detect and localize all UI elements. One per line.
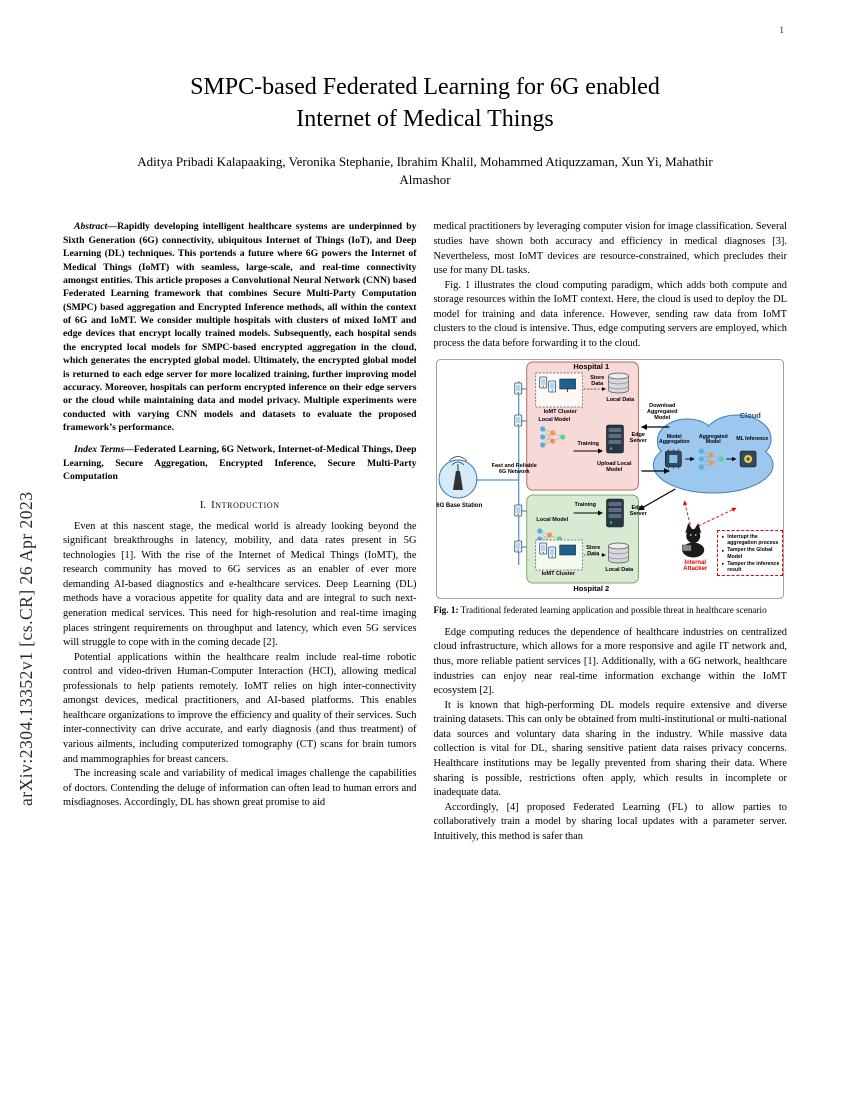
abstract [63,220,417,434]
edge-server2-icon [607,499,624,527]
local-data1-label: Local Data [606,396,635,403]
abstract-text: —Rapidly developing intelligent healthcare systems are underpinned by Sixth Generation (6G) connectivity, ubiquitous Internet of Things (IoT), and Deep Learning (DL) techniques. This portends a future where 6G powers the Internet of Medical Things (IoMT) with seamless, large-scale, and real-time connectivity amongst entities. This article proposes a Convolutional Neural Network (CNN) based Federated Learning framework that combines Secure Multi-Party Computation (SMPC) based aggregation and Encrypted Inference methods, all within the context of 6G and IoMT. We consider multiple hospitals with clusters of mixed IoMT and edge devices that encrypt locally trained models. Subsequently, each hospital sends the encrypted local models for SMPC-based encrypted aggregation in the cloud, which generates the encrypted global model. Ultimately, the encrypted global model is returned to each edge server for more localized training, further improving model accuracy. Moreover, hospitals can perform encrypted inference on their edge servers or the cloud while maintaining data and model privacy. Multiple experiments were conducted with varying CNN models and datasets to evaluate the proposed framework’s performance. [63,221,417,434]
author-list [0,153,850,188]
title-line-2: Internet of Medical Things [296,105,554,132]
device-icon [515,415,522,426]
aggregated-model-label: Aggregated Model [698,433,728,446]
title-line-1: SMPC-based Federated Learning for 6G enabled [190,74,660,100]
paragraph: Fig. 1 illustrates the cloud computing paradigm, which adds both compute and storage resources within the IoMT context. Here, the cloud is used to deploy the DL model for training and data inference. However, sending raw data from IoMT clusters to the cloud is intensive. Thus, edge computing servers are employed, which process the data before forwarding it to the cloud. [433,279,787,349]
paper-title [0,0,850,135]
ml-inference-label: ML Inference [736,435,769,442]
hospital1-label: Hospital 1 [573,361,610,371]
model-aggregation-label: Model Aggregation [658,433,690,446]
section-heading-introduction [63,499,417,511]
paragraph: Potential applications within the healthcare realm include real-time robotic control and video-driven Human-Computer Interaction (HCI), allowing medical professionals to help patients remotely. IoMT relies on high inter-connectivity amongst devices, medical practitioners, and AI-based platforms. This enables healthcare organizations to improve the efficiency and quality of their services. Such inter-connectivity can drive accurate, and early diagnosis (and thus treatment) of various ailments, including computerized tomography (CT) scans for brain tumors and mammographies for breast cancers. [63,651,417,765]
edge-server1-icon [607,425,624,453]
right-column [434,220,788,844]
threat-item: ► Tamper the Global Model [721,547,780,561]
index-terms-label: Index Terms [74,444,125,456]
edge-server2-label: Edge Server [629,504,647,517]
abstract-label: Abstract [74,221,108,233]
model-aggregation-icon [666,449,682,469]
ml-inference-icon [740,451,756,467]
paragraph: medical practitioners by leveraging computer vision for image classification. Several studies have shown both accuracy and efficiency in medical diagnoses [3]. Nevertheless, most IoMT devices are resource-constrained, which precludes their use for many DL tasks. [433,221,787,277]
paragraph: Edge computing reduces the dependence of healthcare industries on centralized cloud infrastructure, which allows for a more responsive and agile IT network and, thus, more reliable patient services [1]. Additionally, with a 6G network, healthcare industries can enjoy near real-time information exchange within the IoMT ecosystem [2]. [433,626,787,697]
edge-server1-label: Edge Server [629,431,647,444]
iomt-cluster2-label: IoMT Cluster [541,570,575,577]
internal-attacker-label: Internal Attacker [683,559,708,573]
upload-label: Upload Local Model [596,460,632,473]
index-terms [63,443,417,483]
download-label: Download Aggregated Model [646,402,678,422]
iomt-device-icon [549,547,556,558]
store-data2-label: Store Data [586,544,601,557]
local-model1-label: Local Model [538,416,571,423]
local-data2-icon [609,543,629,563]
iomt-device-icon [549,381,556,392]
iomt-device-icon [540,543,547,554]
paragraph: It is known that high-performing DL models require extensive and diverse training datasets. This can only be obtained from multi-institutional or multi-national data sources and voluntary data sharing in the industry. While massive data collection is vital for DL, sharing sensitive patient data raises privacy concerns. Healthcare institutions may be legally prevented from sharing their data. Where sharing is possible, restrictions often apply, which results in incomplete or inadequate data. [433,699,787,799]
paragraph: The increasing scale and variability of medical images challenge the capabilities of doctors. Contending the deluge of information can often lead to human errors and misdiagnoses. Accordingly, DL has shown great promise to aid [63,768,417,809]
threat-item: ► Tamper the inference result [721,561,780,575]
section-title: Introduction [211,498,280,511]
figure-caption-text: Traditional federated learning application and possible threat in healthcare scenario [460,604,767,615]
local-model2-label: Local Model [536,516,569,523]
paragraph: Accordingly, [4] proposed Federated Learning (FL) to allow parties to collaboratively train a model by sharing local updates with a parameter server. Intuitively, this method is safer than [433,801,787,842]
training1-label: Training [577,440,599,447]
iomt-cluster1-label: IoMT Cluster [543,408,577,415]
iomt-monitor-icon [560,545,576,555]
authors-line-1: Aditya Pribadi Kalapaaking, Veronika Stephanie, Ibrahim Khalil, Mohammed Atiquzzaman, Xun Yi, Mahathir [137,154,713,170]
paragraph: Even at this nascent stage, the medical world is already looking beyond the significant breakthroughs in latency, mobility, and data rates present in 5G technologies [1]. With the rise of the Internet of Medical Things (IoMT), the research community has moved to 6G services as an enabler of ever more demanding AI-based diagnostics and e-healthcare services. Deep Learning (DL) methods have a voracious appetite for quality data and are integral to such next-generation medical services. This need for high-resolution and real-time imaging places stringent requirements on throughput and latency, which even 5G services will struggle to cope with in the coming decade [2]. [63,520,417,649]
hospital2-label: Hospital 2 [573,583,610,593]
base-station-label: 6G Base Station [436,502,483,509]
local-data2-label: Local Data [605,566,634,573]
iomt-device-icon [540,377,547,388]
section-number: I. [199,498,207,511]
device-icon [515,505,522,516]
index-terms-text: —Federated Learning, 6G Network, Internet-of-Medical Things, Deep Learning, Secure Aggregation, Encrypted Inference, Secure Multi-Party Computation [63,444,417,483]
device-icon [515,541,522,552]
figure-1 [436,359,784,599]
arxiv-watermark: arXiv:2304.13352v1 [cs.CR] 26 Apr 2023 [16,491,36,806]
cloud-label: Cloud [739,410,761,420]
local-data1-icon [609,373,629,393]
page-number: 1 [779,26,784,36]
figure-caption [434,604,788,616]
iomt-monitor-icon [560,379,576,389]
two-column-body [0,220,850,844]
threat-item: ► Interrupt the aggregation process [721,534,780,548]
left-column [63,220,417,844]
network-label: Fast and Reliable 6G Network [491,462,537,475]
threat-list [717,530,783,576]
device-icon [515,383,522,394]
store-data1-label: Store Data [590,374,605,387]
figure-caption-label: Fig. 1: [433,604,459,615]
authors-line-2: Almashor [399,171,451,187]
training2-label: Training [574,501,596,508]
